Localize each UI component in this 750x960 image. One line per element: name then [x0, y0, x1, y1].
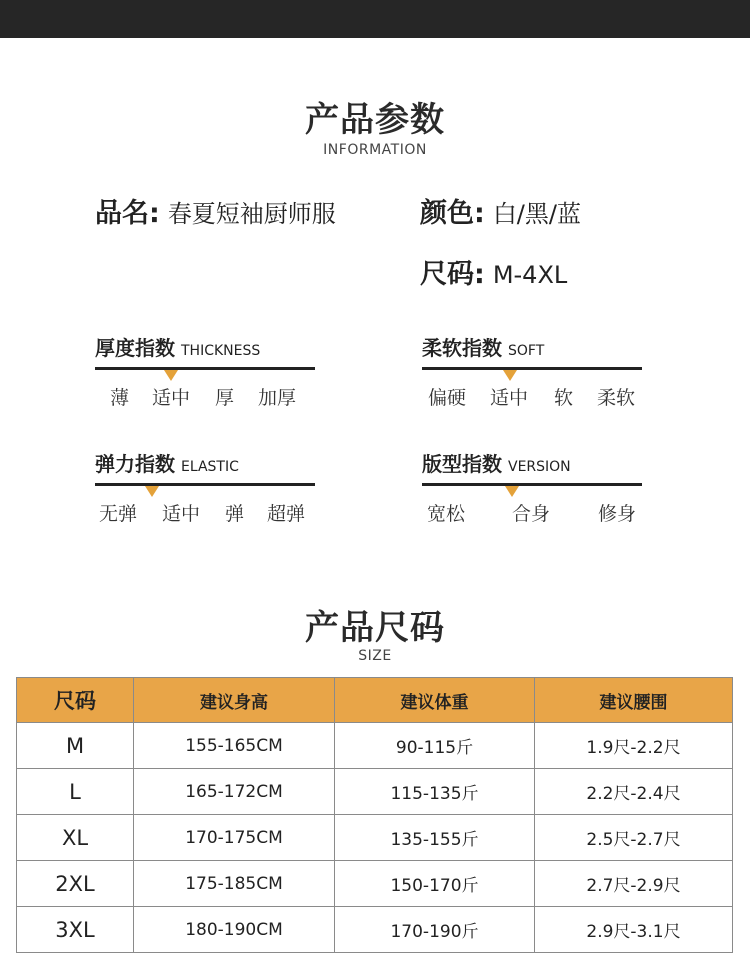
product-name-value: 春夏短袖厨师服: [167, 200, 336, 228]
meter-marker-icon: [505, 486, 519, 497]
table-row: [17, 769, 733, 815]
meter-label: 合身: [512, 503, 551, 525]
weight-cell: 170-190斤: [335, 907, 535, 953]
size-cell: XL: [17, 815, 134, 861]
meter-title: [95, 332, 260, 361]
version-meter: [422, 448, 642, 528]
meter-label: 厚: [215, 387, 235, 409]
section-title-parameters: 产品参数: [305, 100, 445, 140]
size-cell: 3XL: [17, 907, 134, 953]
product-name-label: 品名:: [95, 198, 160, 229]
height-cell: 180-190CM: [134, 907, 335, 953]
elastic-meter: [95, 448, 315, 528]
meter-label: 适中: [152, 387, 191, 409]
section-subtitle-size: SIZE: [358, 648, 392, 664]
meter-marker-icon: [145, 486, 159, 497]
weight-cell: 135-155斤: [335, 815, 535, 861]
height-cell: 175-185CM: [134, 861, 335, 907]
product-color-label: 颜色:: [420, 198, 485, 229]
meter-scale-line: [422, 367, 642, 370]
meter-title-cn: 版型指数: [422, 452, 502, 476]
table-row: [17, 907, 733, 953]
section-subtitle-information: INFORMATION: [323, 142, 427, 158]
height-cell: 155-165CM: [134, 723, 335, 769]
meter-label: 加厚: [258, 387, 297, 409]
meter-title: [422, 332, 544, 361]
table-row: [17, 815, 733, 861]
meter-title-en: ELASTIC: [181, 459, 239, 475]
meter-label: 柔软: [597, 387, 636, 409]
waist-cell: 2.9尺-3.1尺: [535, 907, 733, 953]
top-bar: [0, 0, 750, 38]
table-row: [17, 861, 733, 907]
weight-cell: 150-170斤: [335, 861, 535, 907]
waist-cell: 2.5尺-2.7尺: [535, 815, 733, 861]
meter-label: 软: [554, 387, 574, 409]
product-color-row: [420, 191, 581, 230]
size-cell: 2XL: [17, 861, 134, 907]
meter-scale-line: [95, 367, 315, 370]
col-header-waist: 建议腰围: [535, 678, 733, 723]
col-header-size: 尺码: [17, 678, 134, 723]
weight-cell: 115-135斤: [335, 769, 535, 815]
meter-title: [95, 448, 239, 477]
meter-label: 偏硬: [428, 387, 467, 409]
product-size-row: [420, 252, 567, 291]
meter-label: 超弹: [267, 503, 306, 525]
meter-title-en: THICKNESS: [181, 343, 261, 359]
meter-label: 适中: [490, 387, 529, 409]
table-row: [17, 723, 733, 769]
waist-cell: 1.9尺-2.2尺: [535, 723, 733, 769]
meter-title-cn: 柔软指数: [422, 336, 502, 360]
col-header-height: 建议身高: [134, 678, 335, 723]
section-title-size: 产品尺码: [305, 608, 445, 648]
meter-title-cn: 厚度指数: [95, 336, 175, 360]
soft-meter: [422, 332, 642, 412]
height-cell: 165-172CM: [134, 769, 335, 815]
product-name-row: [95, 191, 336, 230]
product-color-value: 白/黑/蓝: [492, 200, 581, 228]
meter-label: 宽松: [427, 503, 466, 525]
waist-cell: 2.2尺-2.4尺: [535, 769, 733, 815]
meter-title-cn: 弹力指数: [95, 452, 175, 476]
thickness-meter: [95, 332, 315, 412]
meter-marker-icon: [164, 370, 178, 381]
size-cell: M: [17, 723, 134, 769]
meter-title-en: VERSION: [508, 459, 571, 475]
meter-label: 弹: [225, 503, 245, 525]
height-cell: 170-175CM: [134, 815, 335, 861]
meter-label: 薄: [110, 387, 130, 409]
weight-cell: 90-115斤: [335, 723, 535, 769]
meter-marker-icon: [503, 370, 517, 381]
meter-label: 修身: [598, 503, 637, 525]
meter-scale-line: [95, 483, 315, 486]
size-table: [16, 677, 733, 953]
meter-label: 无弹: [99, 503, 138, 525]
size-cell: L: [17, 769, 134, 815]
product-size-label: 尺码:: [420, 259, 485, 290]
waist-cell: 2.7尺-2.9尺: [535, 861, 733, 907]
meter-label: 适中: [162, 503, 201, 525]
col-header-weight: 建议体重: [335, 678, 535, 723]
meter-scale-line: [422, 483, 642, 486]
table-header-row: [17, 678, 733, 723]
meter-title: [422, 448, 571, 477]
product-size-value: M-4XL: [492, 261, 568, 289]
meter-title-en: SOFT: [508, 343, 545, 359]
